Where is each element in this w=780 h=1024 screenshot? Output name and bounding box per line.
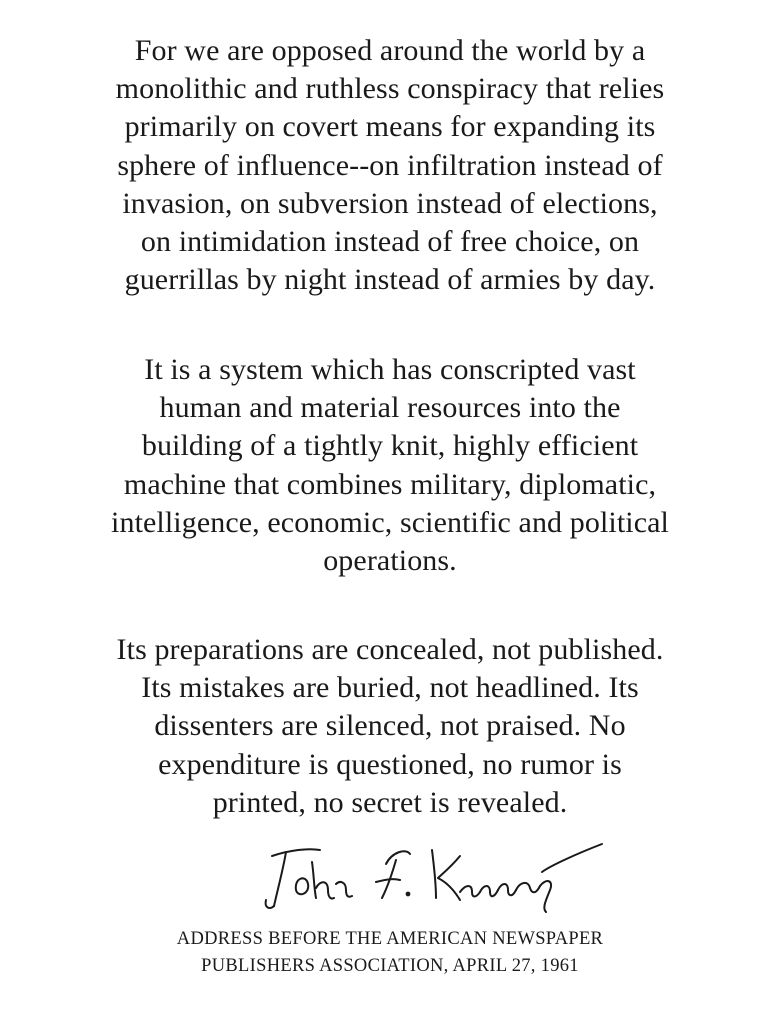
quote-line: Its mistakes are buried, not headlined. Its	[141, 671, 639, 705]
quote-line: operations.	[323, 544, 457, 578]
quote-line: guerrillas by night instead of armies by day.	[124, 263, 656, 297]
signature-drawing	[250, 832, 610, 914]
quote-line: building of a tightly knit, highly efficient	[141, 429, 639, 463]
quote-paragraph-1	[30, 32, 750, 299]
quote-line: expenditure is questioned, no rumor is	[158, 747, 622, 781]
quote-line: on intimidation instead of free choice, on	[140, 225, 640, 259]
quote-paragraph-2	[30, 351, 750, 580]
quote-line: invasion, on subversion instead of elections,	[122, 186, 658, 220]
signature-icon	[250, 832, 610, 914]
quote-line: sphere of influence--on infiltration instead of	[117, 148, 663, 182]
quote-paragraph-3	[30, 631, 750, 822]
quote-line: monolithic and ruthless conspiracy that relies	[115, 72, 665, 106]
speech-attribution	[30, 926, 750, 980]
quote-line: intelligence, economic, scientific and political	[111, 505, 669, 539]
quote-line: human and material resources into the	[159, 391, 621, 425]
quote-line: primarily on covert means for expanding its	[124, 110, 656, 144]
quote-line: dissenters are silenced, not praised. No	[154, 709, 626, 743]
quote-line: machine that combines military, diplomatic,	[123, 467, 657, 501]
caption-line-2: PUBLISHERS ASSOCIATION, APRIL 27, 1961	[201, 956, 579, 976]
caption-line-1: ADDRESS BEFORE THE AMERICAN NEWSPAPER	[176, 929, 604, 949]
quote-line: For we are opposed around the world by a	[134, 34, 646, 67]
quote-line: Its preparations are concealed, not published.	[116, 633, 664, 666]
quote-line: It is a system which has conscripted vast	[144, 353, 636, 386]
quote-line: printed, no secret is revealed.	[212, 785, 568, 819]
